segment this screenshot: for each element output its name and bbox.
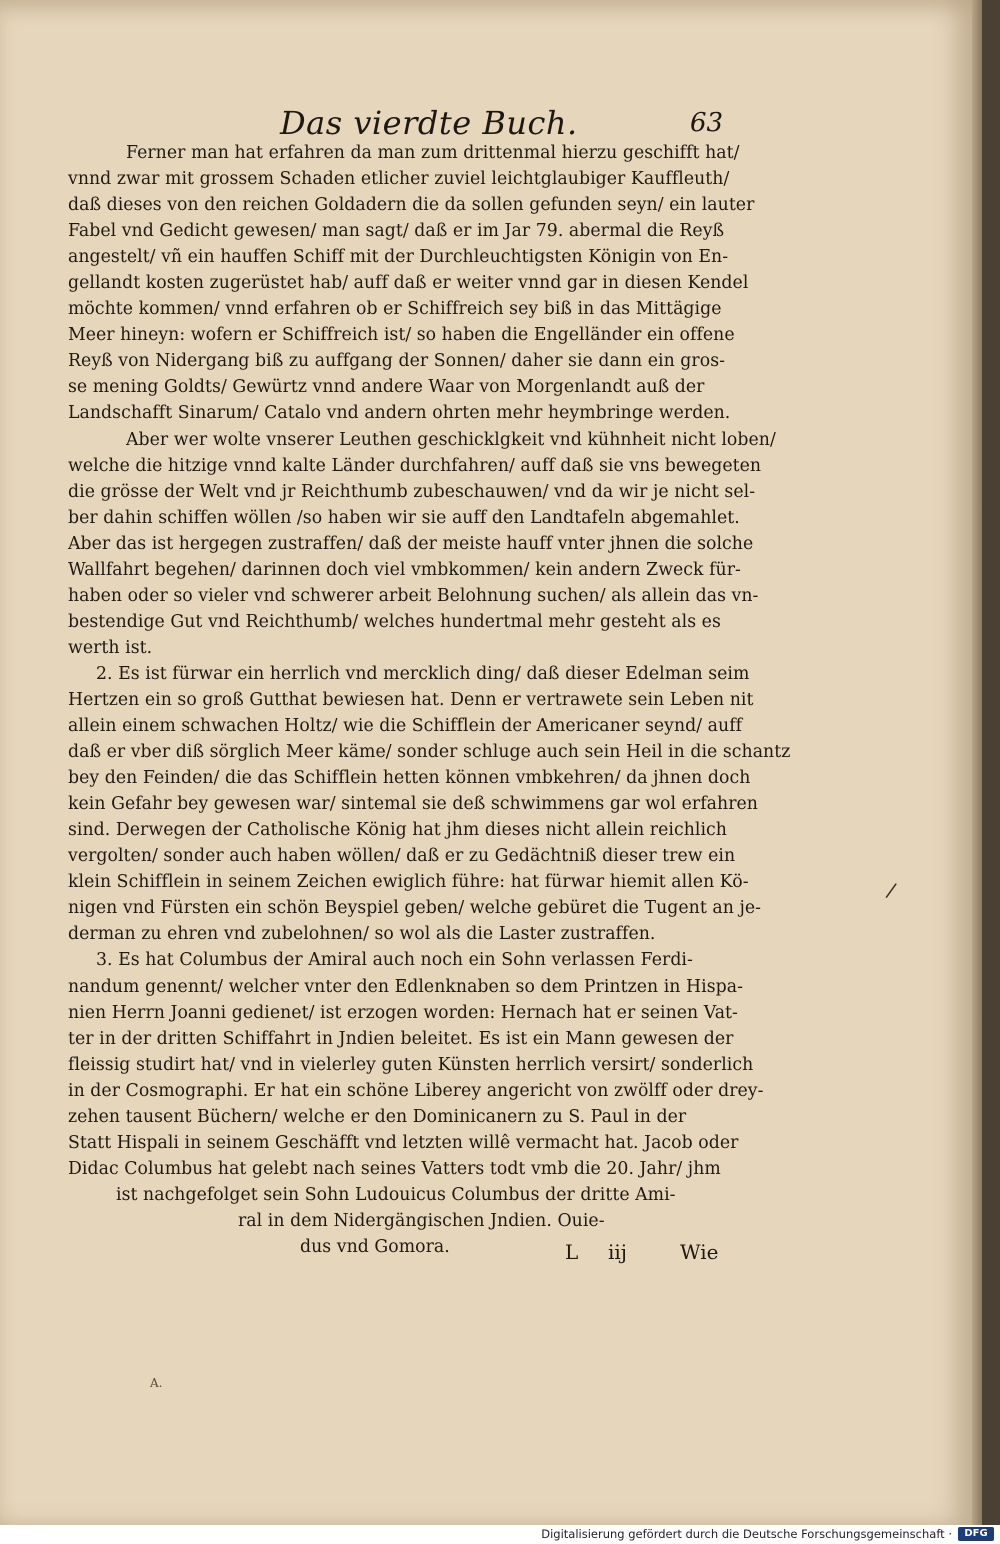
text-line: Landschafft Sinarum/ Catalo vnd andern ohrten mehr heymbringe werden. [68, 403, 731, 424]
text-line: in der Cosmographi. Er hat ein schöne Liberey angericht von zwölff oder drey- [68, 1080, 764, 1101]
text-line: kein Gefahr bey gewesen war/ sintemal sie deß schwimmens gar wol erfahren [68, 794, 758, 815]
text-line: derman zu ehren vnd zubelohnen/ so wol als die Laster zustraffen. [68, 924, 656, 945]
dfg-logo-icon: DFG [958, 1527, 994, 1541]
text-line: sind. Derwegen der Catholische König hat jhm dieses nicht allein reichlich [68, 820, 727, 841]
text-line: daß dieses von den reichen Goldadern die da sollen gefunden seyn/ ein lauter [68, 195, 755, 216]
text-line: die grösse der Welt vnd jr Reichthumb zubeschauwen/ vnd da wir je nicht sel- [68, 481, 756, 502]
text-line: Fabel vnd Gedicht gewesen/ man sagt/ daß er im Jar 79. abermal die Reyß [68, 221, 725, 242]
text-line: Reyß von Nidergang biß zu auffgang der Sonnen/ daher sie dann ein gros- [68, 351, 725, 372]
text-line: bestendige Gut vnd Reichthumb/ welches hundertmal mehr gesteht als es [68, 611, 721, 632]
bottom-letter-mark: A. [150, 1376, 163, 1390]
text-line: möchte kommen/ vnnd erfahren ob er Schiffreich sey biß in das Mittägige [68, 299, 722, 320]
text-line: allein einem schwachen Holtz/ wie die Schifflein der Americaner seynd/ auff [68, 716, 743, 737]
text-line: werth ist. [68, 637, 153, 658]
text-line: Didac Columbus hat gelebt nach seines Vatters todt vmb die 20. Jahr/ jhm [68, 1158, 721, 1179]
text-block [68, 140, 791, 1260]
page-edge [972, 0, 982, 1525]
text-line: fleissig studirt hat/ vnd in vielerley guten Künsten herrlich versirt/ sonderlich [68, 1054, 754, 1075]
text-line: daß er vber diß sörglich Meer käme/ sonder schluge auch sein Heil in die schantz [68, 742, 791, 763]
text-line: dus vnd Gomora. [300, 1236, 450, 1257]
text-line: ral in dem Nidergängischen Jndien. Ouie- [238, 1210, 605, 1231]
text-line: nien Herrn Joanni gedienet/ ist erzogen worden: Hernach hat er seinen Vat- [68, 1002, 738, 1023]
signature-mark: L [565, 1240, 579, 1264]
text-line: Hertzen ein so groß Gutthat bewiesen hat. Denn er vertrawete sein Leben nit [68, 689, 754, 710]
text-line: Statt Hispali in seinem Geschäfft vnd letzten willê vermacht hat. Jacob oder [68, 1132, 739, 1153]
catchword: Wie [680, 1240, 719, 1264]
text-line: klein Schifflein in seinem Zeichen ewiglich führe: hat fürwar hiemit allen Kö- [68, 872, 749, 893]
text-line: ber dahin schiffen wöllen /so haben wir sie auff den Landtafeln abgemahlet. [68, 507, 740, 528]
text-line: Meer hineyn: wofern er Schiffreich ist/ so haben die Engelländer ein offene [68, 325, 735, 346]
page-header [280, 104, 724, 144]
running-title: Das vierdte Buch. [280, 104, 578, 142]
page-number: 63 [690, 108, 724, 138]
catchline [0, 1240, 719, 1268]
text-line: vergolten/ sonder auch haben wöllen/ daß er zu Gedächtniß dieser trew ein [68, 846, 736, 867]
text-line: Ferner man hat erfahren da man zum drittenmal hierzu geschifft hat/ [126, 143, 740, 163]
text-line: zehen tausent Büchern/ welche er den Dominicanern zu S. Paul in der [68, 1106, 687, 1127]
margin-stroke: / [884, 877, 899, 903]
text-line: gellandt kosten zugerüstet hab/ auff daß er weiter vnnd gar in diesen Kendel [68, 273, 749, 294]
text-line: 3. Es hat Columbus der Amiral auch noch ein Sohn verlassen Ferdi- [96, 950, 693, 971]
text-line: vnnd zwar mit grossem Schaden etlicher zuviel leichtglaubiger Kauffleuth/ [68, 169, 730, 190]
text-line: bey den Feinden/ die das Schifflein hetten können vmbkehren/ da jhnen doch [68, 768, 751, 789]
text-line: 2. Es ist fürwar ein herrlich vnd mercklich ding/ daß dieser Edelman seim [96, 663, 750, 684]
text-line: welche die hitzige vnnd kalte Länder durchfahren/ auff daß sie vns bewegeten [68, 455, 762, 476]
text-line: angestelt/ vñ ein hauffen Schiff mit der Durchleuchtigsten Königin von En- [68, 247, 729, 268]
digitization-footer [0, 1525, 1000, 1544]
text-line: nigen vnd Fürsten ein schön Beyspiel geben/ welche gebüret die Tugent an je- [68, 898, 762, 919]
text-line: nandum genennt/ welcher vnter den Edlenknaben so dem Printzen in Hispa- [68, 976, 743, 997]
text-line: Wallfahrt begehen/ darinnen doch viel vmbkommen/ kein andern Zweck für- [68, 559, 741, 580]
footer-credit: Digitalisierung gefördert durch die Deutsche Forschungsgemeinschaft · [541, 1527, 952, 1541]
text-line: Aber das ist hergegen zustraffen/ daß der meiste hauff vnter jhnen die solche [68, 533, 754, 554]
text-line: Aber wer wolte vnserer Leuthen geschicklgkeit vnd kühnheit nicht loben/ [126, 429, 776, 450]
text-line: ter in der dritten Schiffahrt in Jndien beleitet. Es ist ein Mann gewesen der [68, 1028, 734, 1049]
text-line: ist nachgefolget sein Sohn Ludouicus Columbus der dritte Ami- [116, 1184, 676, 1205]
signature-number: iij [608, 1240, 627, 1264]
text-line: se mening Goldts/ Gewürtz vnnd andere Waar von Morgenlandt auß der [68, 377, 705, 398]
text-line: haben oder so vieler vnd schwerer arbeit Belohnung suchen/ als allein das vn- [68, 585, 759, 606]
